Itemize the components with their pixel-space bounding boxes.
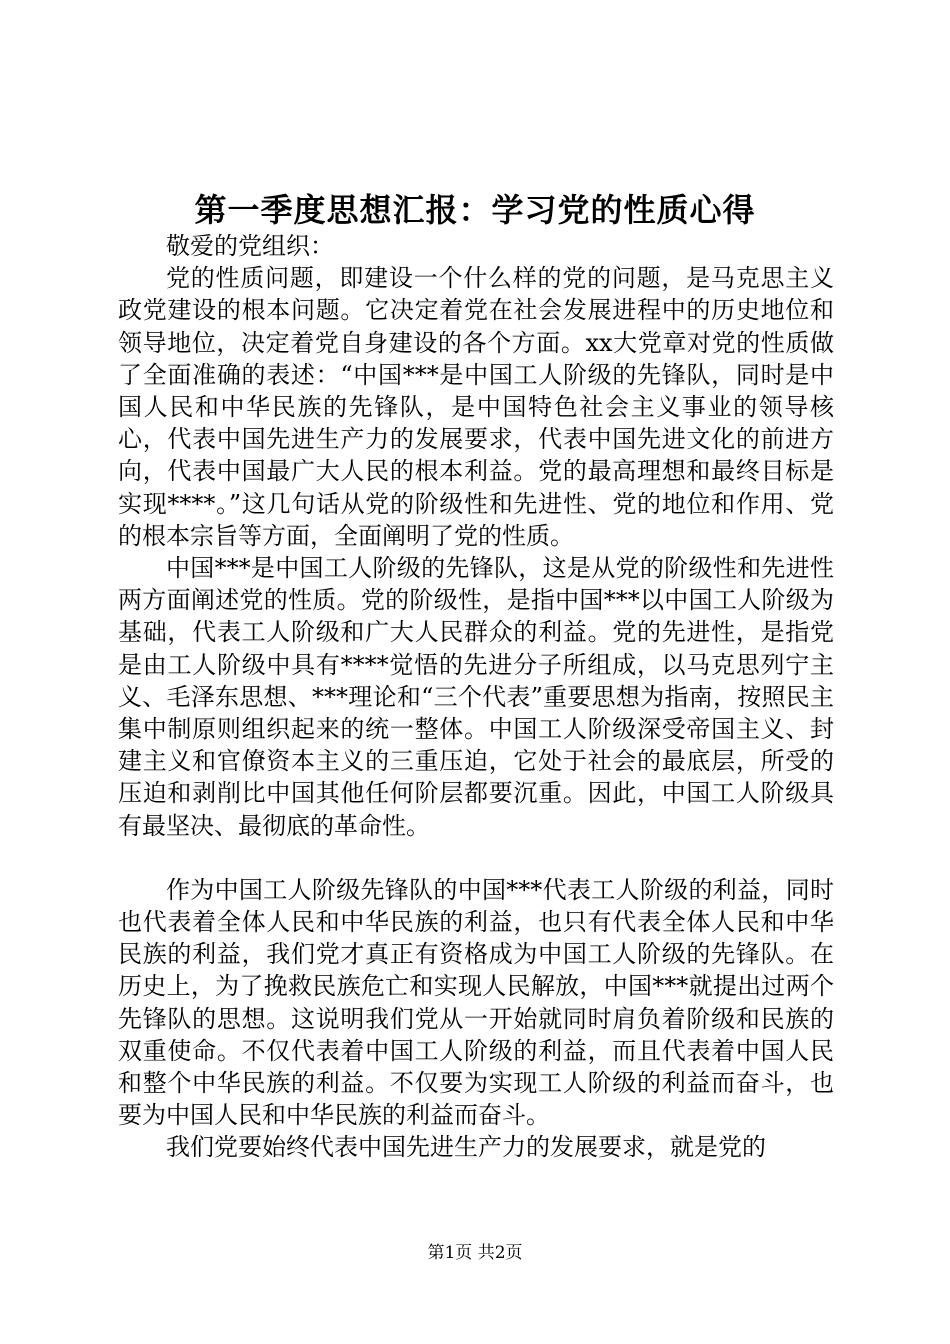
paragraph-2: 中国***是中国工人阶级的先锋队，这是从党的阶级性和先进性两方面阐述党的性质。党的阶级性，是指中国***以中国工人阶级为基础，代表工人阶级和广大人民群众的利益。党的先进性，是指党是由工人阶级中具有****觉悟的先进分子所组成，以马克思列宁主义、毛泽东思想、***理论和“三个代表”重要思想为指南，按照民主集中制原则组织起来的统一整体。中国工人阶级深受帝国主义、封建主义和官僚资本主义的三重压迫，它处于社会的最底层，所受的压迫和剥削比中国其他任何阶层都要沉重。因此，中国工人阶级具有最坚决、最彻底的革命性。 <box>118 554 834 840</box>
paragraph-1: 党的性质问题，即建设一个什么样的党的问题，是马克思主义政党建设的根本问题。它决定着党在社会发展进程中的历史地位和领导地位，决定着党自身建设的各个方面。xx大党章对党的性质做了全面准确的表述：“中国***是中国工人阶级的先锋队，同时是中国人民和中华民族的先锋队，是中国特色社会主义事业的领导核心，代表中国先进生产力的发展要求，代表中国先进文化的前进方向，代表中国最广大人民的根本利益。党的最高理想和最终目标是实现****。”这几句话从党的阶级性和先进性、党的地位和作用、党的根本宗旨等方面，全面阐明了党的性质。 <box>118 264 834 550</box>
paragraph-4: 我们党要始终代表中国先进生产力的发展要求，就是党的 <box>166 1133 766 1162</box>
salutation: 敬爱的党组织： <box>166 232 334 260</box>
document-title: 第一季度思想汇报：学习党的性质心得 <box>194 191 756 229</box>
document-body <box>118 230 834 1164</box>
page-footer: 第1页 共2页 <box>427 1243 523 1263</box>
paragraph-3: 作为中国工人阶级先锋队的中国***代表工人阶级的利益，同时也代表着全体人民和中华民族的利益，也只有代表全体人民和中华民族的利益，我们党才真正有资格成为中国工人阶级的先锋队。在历史上，为了挽救民族危亡和实现人民解放，中国***就提出过两个先锋队的思想。这说明我们党从一开始就同时肩负着阶级和民族的双重使命。不仅代表着中国工人阶级的利益，而且代表着中国人民和整个中华民族的利益。不仅要为实现工人阶级的利益而奋斗，也要为中国人民和中华民族的利益而奋斗。 <box>118 875 834 1130</box>
